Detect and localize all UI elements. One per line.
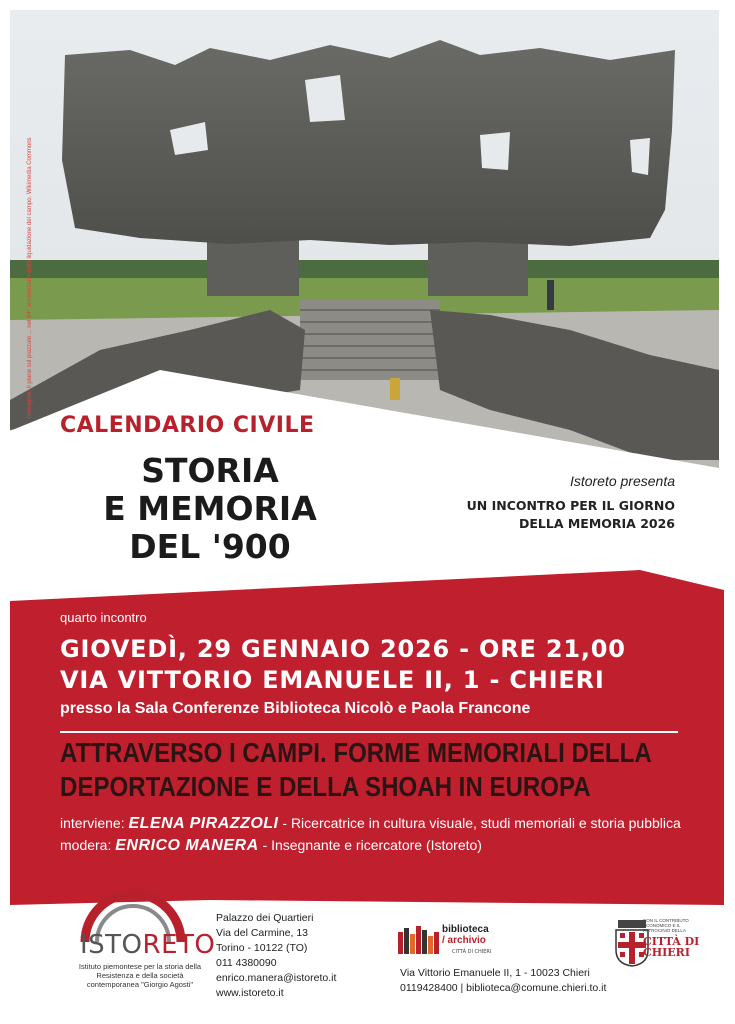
biblioteca-address xyxy=(400,966,606,996)
talk-title-line: ATTRAVERSO I CAMPI. FORME MEMORIALI DELLA xyxy=(60,737,652,768)
event-ordinal: quarto incontro xyxy=(60,610,147,625)
event-date-line: GIOVEDÌ, 29 GENNAIO 2026 - ORE 21,00 xyxy=(60,635,626,663)
comune-name-a: CITTÀ DI xyxy=(643,935,700,948)
incontro-text xyxy=(467,497,675,533)
address-line: Via del Carmine, 13 xyxy=(216,927,309,939)
istoreto-wordmark-a: ISTO xyxy=(80,930,143,960)
presenta-text: Istoreto presenta xyxy=(569,473,675,489)
moderator-line xyxy=(60,837,482,855)
photo-credit: Immagine: Il plane sul piazzale ... nel 64° anniversario della liquidazione del campo. Wikimedia Commons xyxy=(27,137,33,418)
talk-title xyxy=(60,736,652,804)
comune-name-b: CHIERI xyxy=(643,946,690,959)
speaker-line xyxy=(60,815,681,833)
biblioteca-contacts[interactable]: 0119428400 | biblioteca@comune.chieri.to.it xyxy=(400,982,607,994)
main-title-line: DEL '900 xyxy=(129,527,291,566)
istoreto-address xyxy=(216,911,336,1001)
series-title: CALENDARIO CIVILE xyxy=(60,413,315,438)
istoreto-wordmark xyxy=(80,930,215,960)
address-line: Torino - 10122 (TO) xyxy=(216,942,308,954)
moderator-name: ENRICO MANERA xyxy=(115,837,259,854)
phone: 011 4380090 xyxy=(216,957,277,969)
istoreto-subtitle: Istituto piemontese per la storia della Resistenza e della società contemporanea "Giorgio Agosti" xyxy=(78,962,202,989)
divider xyxy=(60,731,678,733)
incontro-line: DELLA MEMORIA 2026 xyxy=(518,516,675,531)
biblioteca-name xyxy=(442,924,489,946)
event-venue: presso la Sala Conferenze Biblioteca Nicolò e Paola Francone xyxy=(60,700,531,717)
email-link[interactable]: enrico.manera@istoreto.it xyxy=(216,972,337,984)
talk-title-line: DEPORTAZIONE E DELLA SHOAH IN EUROPA xyxy=(60,771,591,802)
comune-name xyxy=(643,936,699,958)
moderator-role: modera: xyxy=(60,837,112,853)
comune-patronage: CON IL CONTRIBUTO ECONOMICO E IL PATROCINIO DELLA xyxy=(643,918,689,933)
main-title xyxy=(80,452,340,566)
speaker-role: interviene: xyxy=(60,815,125,831)
biblioteca-name-a: biblioteca xyxy=(442,924,489,935)
istoreto-wordmark-b: RETO xyxy=(142,930,216,960)
event-place-line: VIA VITTORIO EMANUELE II, 1 - CHIERI xyxy=(60,666,605,694)
event-datetime xyxy=(60,634,626,696)
address-line: Palazzo dei Quartieri xyxy=(216,912,314,924)
main-title-line: E MEMORIA xyxy=(103,489,317,528)
incontro-line: UN INCONTRO PER IL GIORNO xyxy=(466,498,675,513)
website-link[interactable]: www.istoreto.it xyxy=(216,987,284,999)
biblioteca-name-b: / archivio xyxy=(442,935,486,946)
speaker-name: ELENA PIRAZZOLI xyxy=(128,815,279,832)
biblioteca-street: Via Vittorio Emanuele II, 1 - 10023 Chieri xyxy=(400,967,590,979)
main-title-line: STORIA xyxy=(141,451,279,490)
biblioteca-sub: CITTÀ DI CHIERI xyxy=(452,949,492,955)
speaker-desc: - Ricercatrice in cultura visuale, studi memoriali e storia pubblica xyxy=(278,815,681,831)
moderator-desc: - Insegnante e ricercatore (Istoreto) xyxy=(258,837,482,853)
